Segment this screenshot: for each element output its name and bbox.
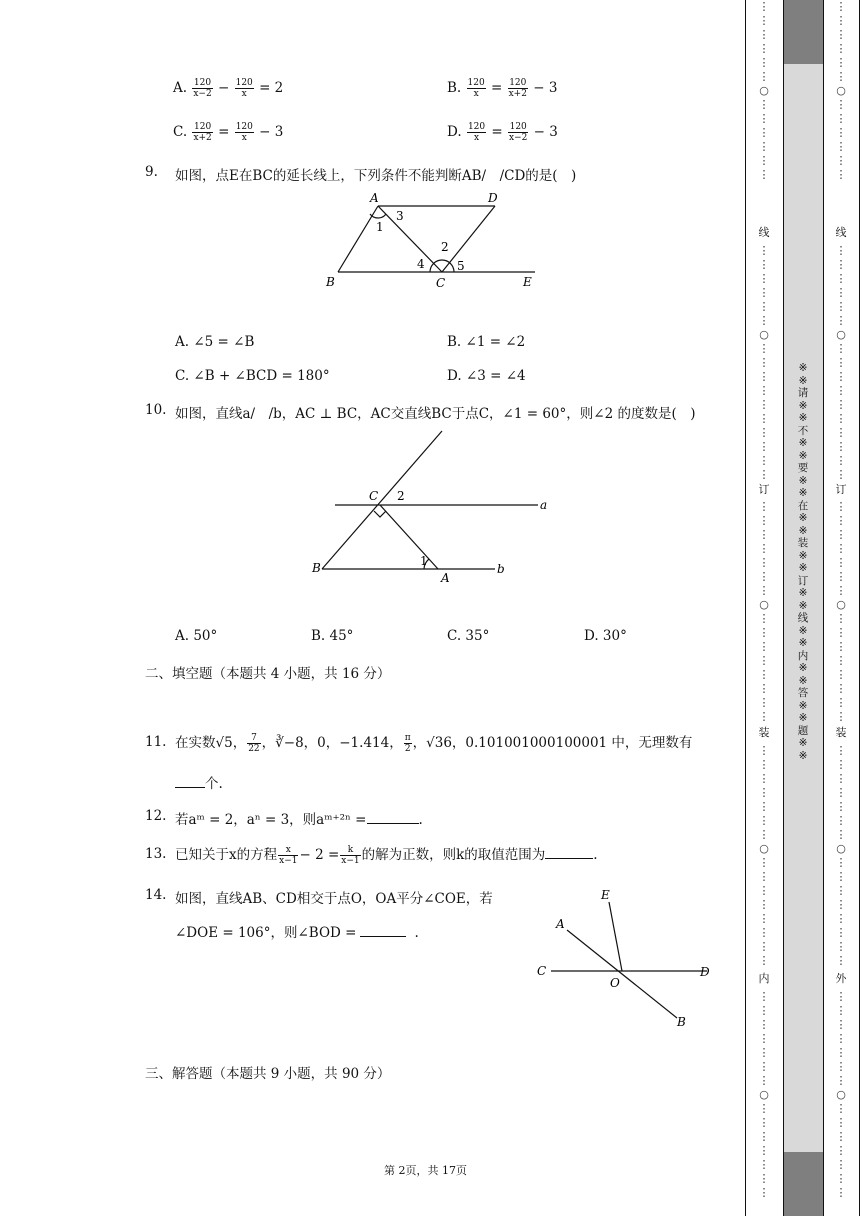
binding-char-inner-nei: 内 bbox=[758, 972, 770, 985]
q8-option-b: B. $\frac{120}{x}$ = $\frac{120}{x+2}$ − 3 bbox=[447, 78, 558, 99]
q10-figure bbox=[300, 425, 560, 590]
q11-text: 在实数√5， $\frac{7}{22}$ ，∛−8，0，−1.414， $\frac{\pi}{2}$ ，√36，0.101001000100001 中，无理数有 bbox=[175, 733, 693, 754]
q9-figure bbox=[320, 188, 550, 293]
q14-line1: 如图，直线AB、CD相交于点O，OA平分∠COE，若 bbox=[175, 891, 493, 907]
q8-option-a: A. $\frac{120}{x-2}$ − $\frac{120}{x}$ = 2 bbox=[173, 78, 284, 99]
q10-option-a: A. 50° bbox=[175, 628, 218, 644]
q11-blank[interactable] bbox=[175, 775, 205, 788]
binding-char-outer-zhuang: 装 bbox=[835, 726, 847, 739]
q14-label-a: A bbox=[556, 917, 565, 931]
q12-number: 12. bbox=[145, 808, 167, 824]
q9-label-e: E bbox=[523, 275, 532, 289]
q9-label-d: D bbox=[488, 191, 498, 205]
q9-label-a: A bbox=[370, 191, 379, 205]
q9-number: 9. bbox=[145, 164, 158, 180]
q9-label-b: B bbox=[326, 275, 335, 289]
q8-option-d: D. $\frac{120}{x}$ = $\frac{120}{x-2}$ − 3 bbox=[447, 122, 558, 143]
q10-option-d: D. 30° bbox=[584, 628, 627, 644]
q10-label-a-line: a bbox=[540, 498, 548, 512]
q14-line2: ∠DOE = 106°，则∠BOD = . bbox=[175, 925, 419, 941]
q10-option-c: C. 35° bbox=[447, 628, 490, 644]
q10-angle-1: 1 bbox=[420, 554, 428, 568]
section-3-heading: 三、解答题（本题共 9 小题，共 90 分） bbox=[145, 1066, 391, 1082]
q14-number: 14. bbox=[145, 887, 167, 903]
binding-char-outer-ding: 订 bbox=[835, 483, 847, 496]
q11-answer-line: 个. bbox=[175, 772, 223, 792]
binding-border-inner bbox=[823, 0, 824, 1216]
page-footer: 第 2页，共 17页 bbox=[384, 1164, 467, 1177]
q10-label-b: B bbox=[312, 561, 321, 575]
q8-option-c: C. $\frac{120}{x+2}$ = $\frac{120}{x}$ − 3 bbox=[173, 122, 284, 143]
q10-label-a: A bbox=[441, 571, 450, 585]
q12-blank[interactable] bbox=[367, 811, 419, 824]
binding-char-inner-ding: 订 bbox=[758, 483, 770, 496]
q14-label-e: E bbox=[601, 888, 610, 902]
binding-dots-outer: ⋮ ⋮ ⋮ ⋮ ⋮ ⋮ ○ ⋮ ⋮ ⋮ ⋮ ⋮ ⋮ bbox=[835, 0, 847, 181]
binding-char-outer-wai: 外 bbox=[835, 972, 847, 985]
q9-option-d: D. ∠3 = ∠4 bbox=[447, 368, 526, 384]
binding-warning: ※ ※ 请 ※ ※ 不 ※ ※ 要 ※ ※ 在 ※ ※ 装 ※ ※ 订 ※ ※ 线 ※ ※ 内 ※ ※ 答 ※ ※ 题 ※ ※ bbox=[797, 362, 809, 762]
q10-label-b-line: b bbox=[497, 562, 505, 576]
q10-option-b: B. 45° bbox=[311, 628, 354, 644]
q14-label-o: O bbox=[610, 976, 620, 990]
q12-text: 若aᵐ = 2，aⁿ = 3，则aᵐ⁺²ⁿ = . bbox=[175, 812, 423, 828]
q10-label-c: C bbox=[369, 489, 379, 503]
q9-angle-3: 3 bbox=[396, 209, 404, 223]
q13-number: 13. bbox=[145, 846, 167, 862]
q14-figure bbox=[525, 880, 725, 1035]
binding-gray-bottom bbox=[784, 1152, 823, 1216]
q11-number: 11. bbox=[145, 734, 167, 750]
q10-angle-2: 2 bbox=[397, 489, 405, 503]
binding-char-inner-xian: 线 bbox=[758, 226, 770, 239]
q10-number: 10. bbox=[145, 402, 167, 418]
q14-blank[interactable] bbox=[360, 924, 406, 937]
binding-char-inner-zhuang: 装 bbox=[758, 726, 770, 739]
q9-option-b: B. ∠1 = ∠2 bbox=[447, 334, 526, 350]
q9-angle-1: 1 bbox=[376, 220, 384, 234]
q9-stem: 如图，点E在BC的延长线上，下列条件不能判断AB/ /CD的是( ) bbox=[175, 168, 577, 184]
q9-angle-4: 4 bbox=[417, 257, 425, 271]
q9-option-c: C. ∠B + ∠BCD = 180° bbox=[175, 368, 330, 384]
binding-dots-inner: ⋮ ⋮ ⋮ ⋮ ⋮ ⋮ ○ ⋮ ⋮ ⋮ ⋮ ⋮ ⋮ bbox=[758, 0, 770, 181]
q13-blank[interactable] bbox=[545, 846, 593, 859]
q14-label-b: B bbox=[677, 1015, 686, 1029]
q14-label-c: C bbox=[537, 964, 547, 978]
q9-angle-5: 5 bbox=[457, 259, 465, 273]
binding-gray-top bbox=[784, 0, 823, 64]
section-2-heading: 二、填空题（本题共 4 小题，共 16 分） bbox=[145, 666, 391, 682]
q9-label-c: C bbox=[436, 276, 446, 290]
binding-char-outer-xian: 线 bbox=[835, 226, 847, 239]
q9-option-a: A. ∠5 = ∠B bbox=[175, 334, 255, 350]
q14-label-d: D bbox=[700, 965, 710, 979]
q9-angle-2: 2 bbox=[441, 240, 449, 254]
binding-border-left bbox=[745, 0, 746, 1216]
q10-stem: 如图，直线a/ /b，AC ⊥ BC，AC交直线BC于点C，∠1 = 60°，则∠2 的度数是( ) bbox=[175, 406, 696, 422]
q13-text: 已知关于x的方程 $\frac{x}{x-1}$ − 2 = $\frac{k}{x-1}$ 的解为正数，则k的取值范围为 . bbox=[175, 845, 598, 866]
